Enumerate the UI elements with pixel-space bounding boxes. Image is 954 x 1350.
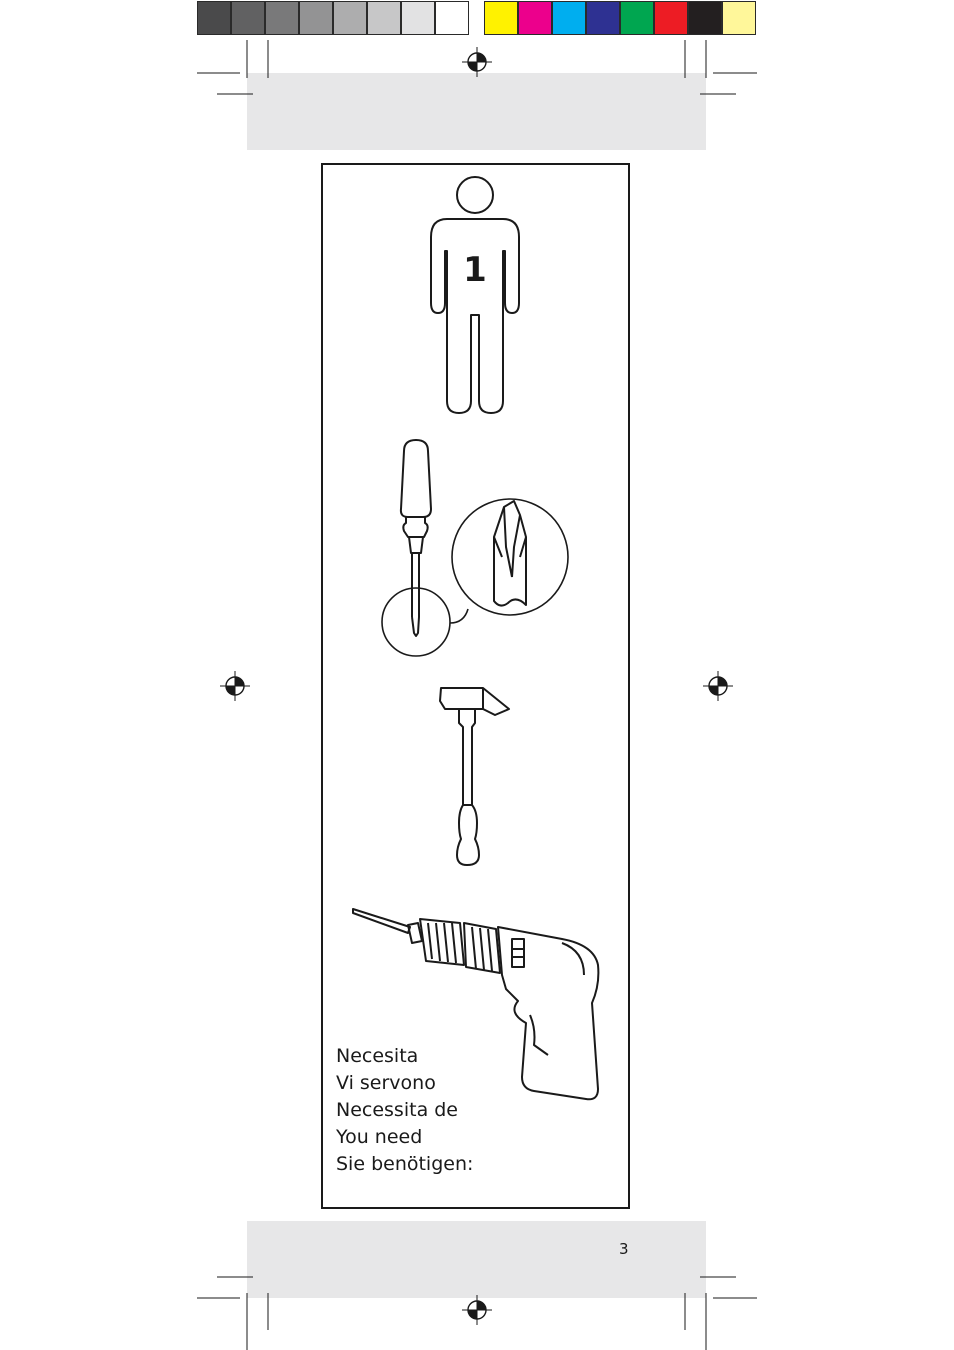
screwdriver-icon xyxy=(378,437,578,667)
person-icon xyxy=(425,175,525,415)
you-need-text xyxy=(336,1043,473,1178)
need-line-de: Sie benötigen: xyxy=(336,1153,474,1175)
need-line-es: Necesita xyxy=(336,1045,419,1067)
registration-mark-left xyxy=(220,671,250,701)
registration-mark-right xyxy=(703,671,733,701)
person-count: 1 xyxy=(463,250,487,290)
registration-mark-top xyxy=(462,47,492,77)
need-line-it: Vi servono xyxy=(336,1072,436,1094)
page-number: 3 xyxy=(619,1240,629,1258)
need-line-pt: Necessita de xyxy=(336,1099,458,1121)
need-line-en: You need xyxy=(336,1126,423,1148)
registration-mark-bottom xyxy=(462,1295,492,1325)
hammer-icon xyxy=(435,683,525,873)
